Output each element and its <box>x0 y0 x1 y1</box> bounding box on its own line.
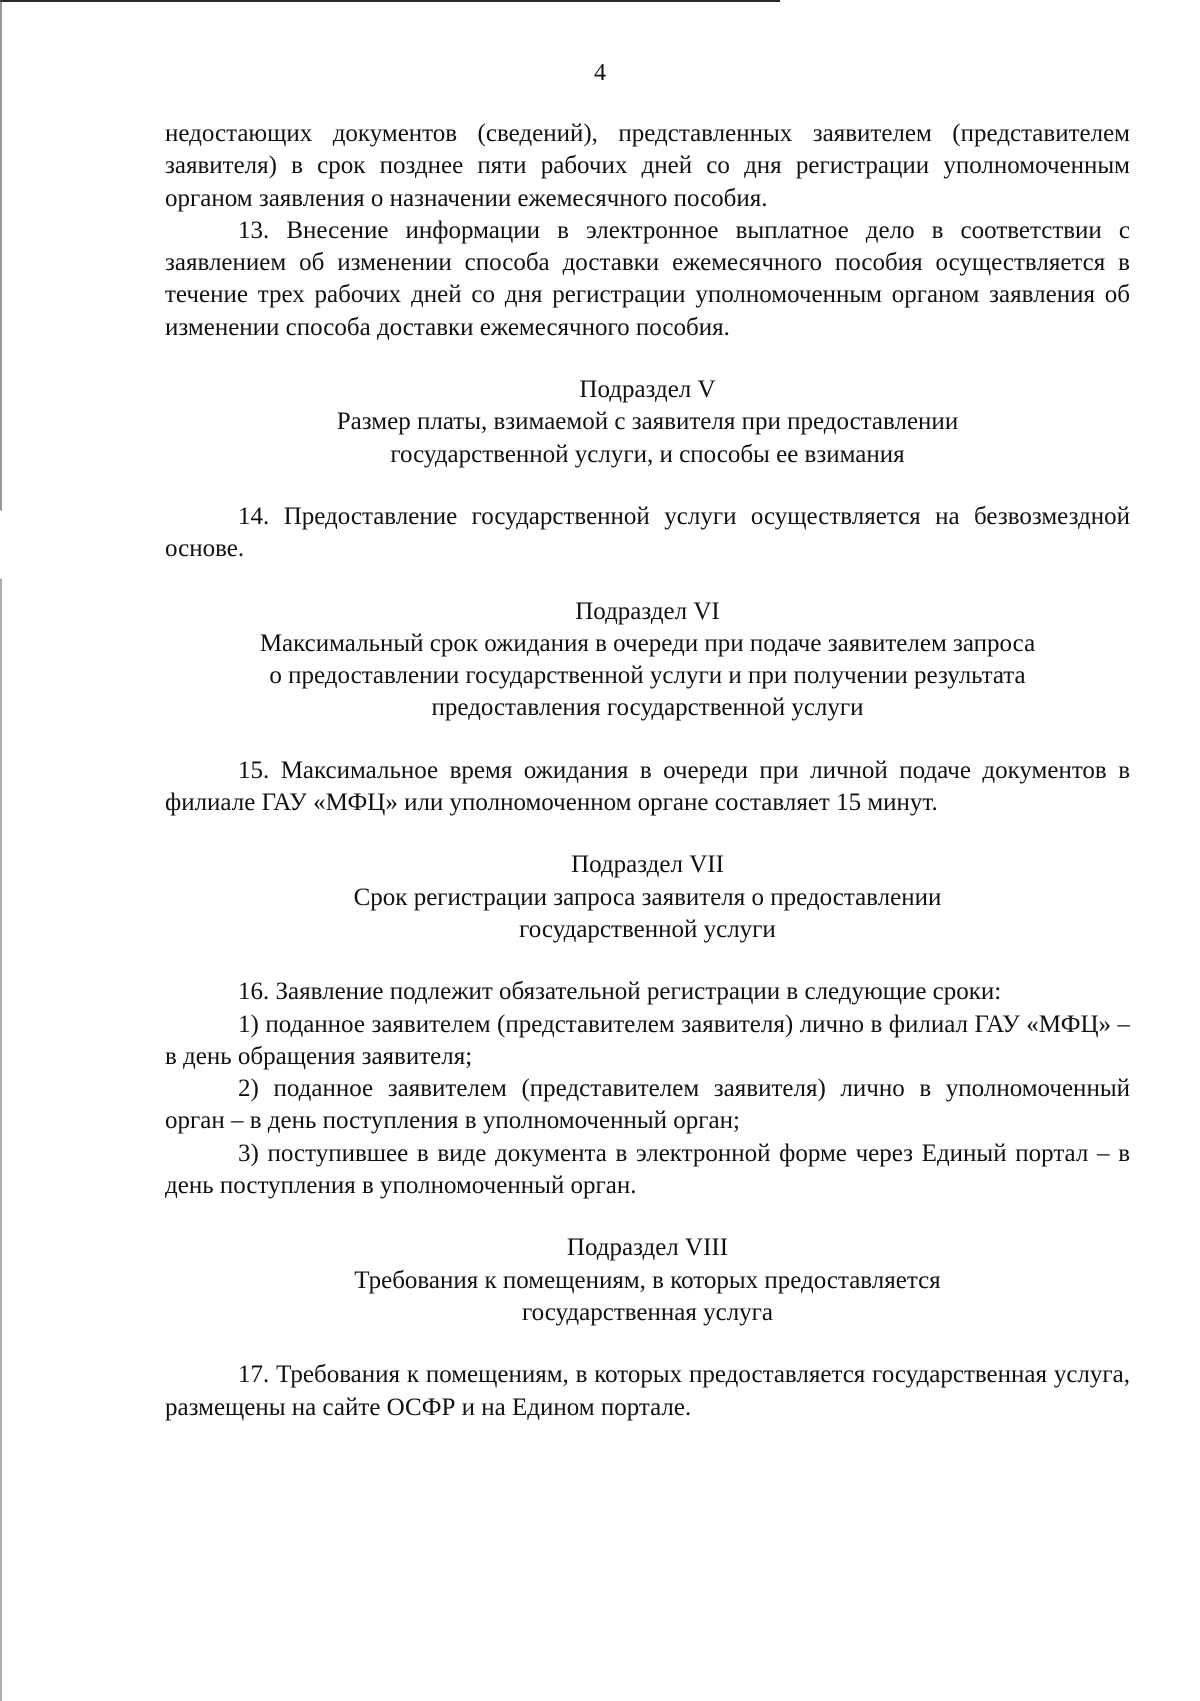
paragraph-continuation: недостающих документов (сведений), представленных заявителем (представителем заявителя) в срок позднее пяти рабочих дней со дня регистрации уполномоченным органом заявления о назначении ежемесячного пособия. <box>165 120 1130 212</box>
subsection-7-heading-line-1: Срок регистрации запроса заявителя о предоставлении <box>353 883 942 911</box>
paragraph-16-item-2: 2) поданное заявителем (представителем заявителя) лично в уполномоченный орган – в день поступления в уполномоченный орган; <box>165 1075 1130 1135</box>
subsection-5-title: Подраздел V <box>579 376 716 404</box>
subsection-8-heading-line-2: государственная услуга <box>521 1298 774 1326</box>
spacer <box>165 725 1130 755</box>
scan-left-border <box>0 0 2 1701</box>
spacer <box>165 566 1130 596</box>
spacer <box>165 471 1130 501</box>
subsection-8-title: Подраздел VIII <box>566 1234 729 1262</box>
paragraph-17: 17. Требования к помещениям, в которых предоставляется государственная услуга, размещены на сайте ОСФР и на Едином портале. <box>165 1361 1130 1421</box>
subsection-7-heading-line-2: государственной услуги <box>519 915 776 943</box>
subsection-8-heading-line-1: Требования к помещениям, в которых предоставляется <box>354 1266 941 1294</box>
subsection-6-title: Подраздел VI <box>575 597 720 625</box>
page-number: 4 <box>594 60 606 86</box>
paragraph-16-item-1: 1) поданное заявителем (представителем заявителя) лично в филиал ГАУ «МФЦ» – в день обращения заявителя; <box>165 1010 1130 1070</box>
spacer <box>165 1202 1130 1232</box>
subsection-6-heading-line-2: о предоставлении государственной услуги и при получении результата <box>269 662 1026 690</box>
spacer <box>165 946 1130 976</box>
subsection-5-heading-line-1: Размер платы, взимаемой с заявителя при предоставлении <box>336 408 959 436</box>
spacer <box>165 344 1130 374</box>
paragraph-14: 14. Предоставление государственной услуги осуществляется на безвозмездной основе. <box>165 502 1130 563</box>
subsection-6-heading-line-1: Максимальный срок ожидания в очереди при подаче заявителем запроса <box>259 629 1036 657</box>
spacer <box>165 1329 1130 1359</box>
document-body <box>165 118 1130 1424</box>
subsection-6-heading-line-3: предоставления государственной услуги <box>431 694 864 722</box>
subsection-7-title: Подраздел VII <box>571 851 724 879</box>
paragraph-16-item-3: 3) поступившее в виде документа в электронной форме через Единый портал – в день поступления в уполномоченный орган. <box>165 1139 1130 1200</box>
subsection-5-heading-line-2: государственной услуги, и способы ее взимания <box>390 440 905 468</box>
spacer <box>165 819 1130 849</box>
paragraph-15: 15. Максимальное время ожидания в очереди при личной подаче документов в филиале ГАУ «МФЦ» или уполномоченном органе составляет 15 минут. <box>165 756 1130 817</box>
scan-top-border <box>0 0 780 2</box>
paragraph-16: 16. Заявление подлежит обязательной регистрации в следующие сроки: <box>238 978 1002 1006</box>
paragraph-13: 13. Внесение информации в электронное выплатное дело в соответствии с заявлением об изменении способа доставки ежемесячного пособия осуществляется в течение трех рабочих дней со дня регистрации уполномоченным органом заявления об изменении способа доставки ежемесячного пособия. <box>165 216 1130 341</box>
